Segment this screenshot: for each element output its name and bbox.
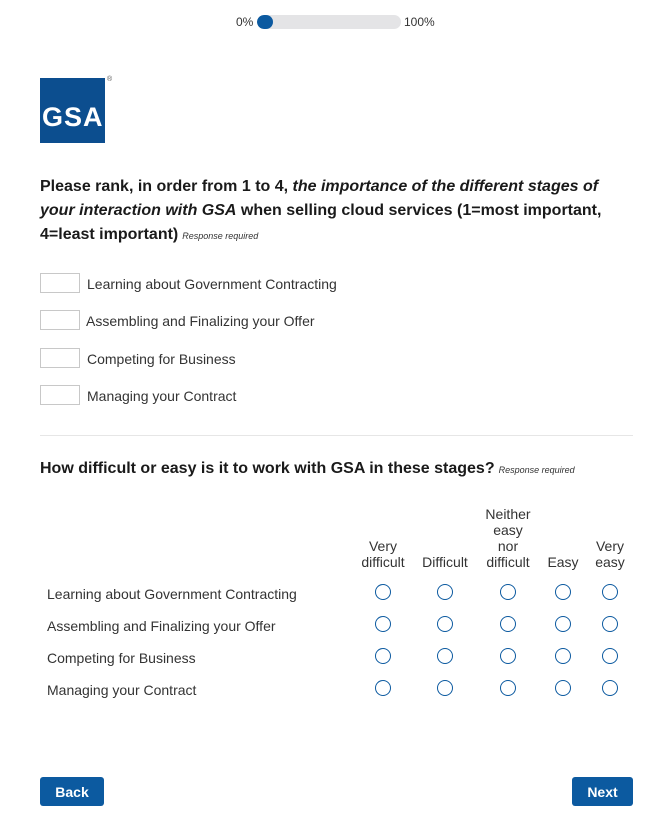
- question-1-prefix: Please rank, in order from 1 to 4,: [40, 178, 293, 195]
- logo-text: GSA: [42, 102, 104, 132]
- radio-learning-very-difficult[interactable]: [375, 584, 391, 600]
- progress-start-label: 0%: [236, 15, 254, 29]
- radio-competing-easy[interactable]: [555, 648, 571, 664]
- radio-assembling-neither[interactable]: [500, 616, 516, 632]
- column-header-very-difficult: Very difficult: [361, 538, 405, 570]
- registered-mark: ®: [107, 76, 113, 83]
- radio-competing-very-easy[interactable]: [602, 648, 618, 664]
- rank-row: [40, 273, 540, 295]
- question-2-required-note: Response required: [498, 465, 575, 475]
- section-divider: [40, 435, 633, 436]
- radio-managing-very-difficult[interactable]: [375, 680, 391, 696]
- rank-row: [40, 385, 540, 407]
- rank-label: Managing your Contract: [87, 388, 237, 404]
- column-header-easy: Easy: [547, 554, 579, 570]
- radio-managing-neither[interactable]: [500, 680, 516, 696]
- radio-assembling-difficult[interactable]: [437, 616, 453, 632]
- rank-label: Learning about Government Contracting: [87, 276, 337, 292]
- question-1-suffix: when selling cloud services (1=most important, 4=least important): [40, 202, 602, 243]
- rank-input-assembling[interactable]: [40, 310, 80, 330]
- back-button[interactable]: Back: [40, 777, 104, 806]
- question-2-text: How difficult or easy is it to work with GSA in these stages?: [40, 460, 495, 477]
- radio-competing-neither[interactable]: [500, 648, 516, 664]
- radio-learning-very-easy[interactable]: [602, 584, 618, 600]
- rank-label: Assembling and Finalizing your Offer: [86, 313, 315, 329]
- radio-assembling-very-difficult[interactable]: [375, 616, 391, 632]
- progress-end-label: 100%: [404, 15, 435, 29]
- question-1-title: [40, 175, 620, 248]
- rank-input-competing[interactable]: [40, 348, 80, 368]
- radio-learning-easy[interactable]: [555, 584, 571, 600]
- question-2-title: [40, 459, 640, 480]
- rank-row: [40, 348, 540, 370]
- progress-track: [257, 15, 401, 29]
- progress-bar: [0, 14, 668, 32]
- radio-learning-difficult[interactable]: [437, 584, 453, 600]
- column-header-very-easy: Very easy: [595, 538, 625, 570]
- radio-competing-difficult[interactable]: [437, 648, 453, 664]
- rank-label: Competing for Business: [87, 351, 236, 367]
- matrix-row-label: Assembling and Finalizing your Offer: [47, 618, 276, 634]
- next-button[interactable]: Next: [572, 777, 633, 806]
- radio-learning-neither[interactable]: [500, 584, 516, 600]
- radio-assembling-easy[interactable]: [555, 616, 571, 632]
- radio-managing-very-easy[interactable]: [602, 680, 618, 696]
- radio-assembling-very-easy[interactable]: [602, 616, 618, 632]
- matrix-row-label: Managing your Contract: [47, 682, 197, 698]
- matrix-row-label: Competing for Business: [47, 650, 196, 666]
- question-1-required-note: Response required: [182, 231, 259, 241]
- radio-competing-very-difficult[interactable]: [375, 648, 391, 664]
- rank-input-learning[interactable]: [40, 273, 80, 293]
- progress-fill: [257, 15, 273, 29]
- column-header-difficult: Difficult: [422, 554, 468, 570]
- rank-input-managing[interactable]: [40, 385, 80, 405]
- matrix-row-label: Learning about Government Contracting: [47, 586, 297, 602]
- radio-managing-difficult[interactable]: [437, 680, 453, 696]
- gsa-logo: [40, 76, 113, 143]
- question-1-emphasis: the importance of the different stages of your interaction with GSA: [40, 178, 599, 219]
- rank-row: [40, 310, 540, 332]
- column-header-neither: Neither easy nor difficult: [485, 506, 531, 570]
- radio-managing-easy[interactable]: [555, 680, 571, 696]
